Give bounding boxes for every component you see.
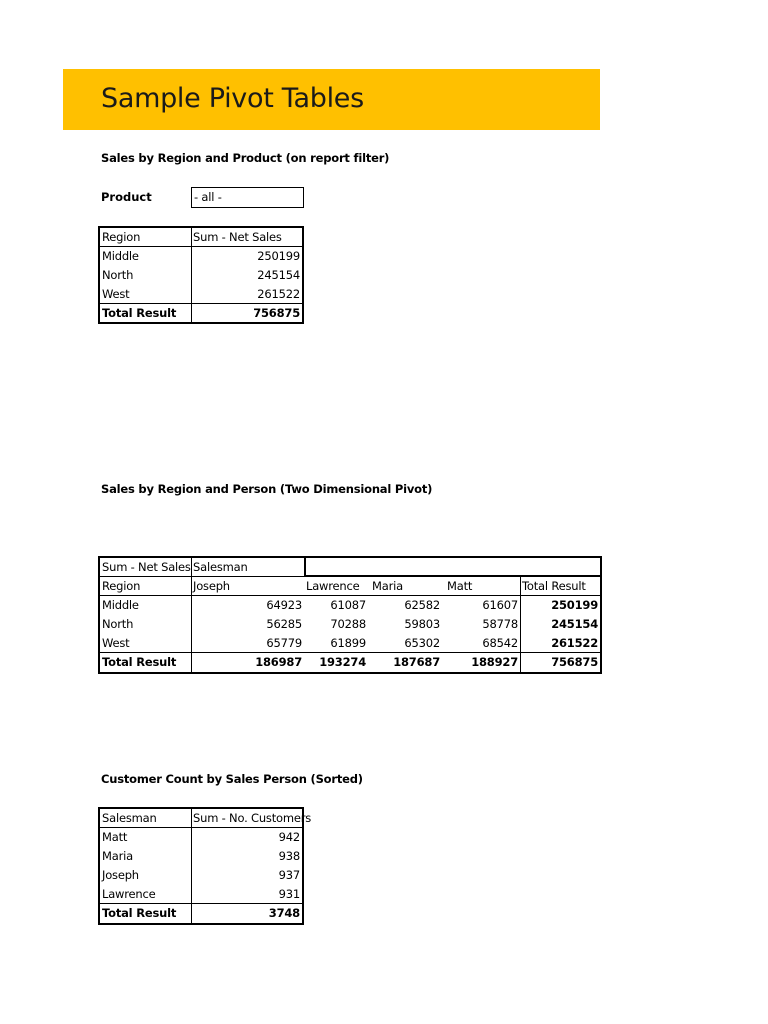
row-label: Matt: [102, 830, 128, 844]
row-value: 64923: [266, 598, 302, 612]
section2-title: Sales by Region and Person (Two Dimensional Pivot): [101, 482, 433, 496]
total-value: 3748: [268, 906, 300, 920]
row-label: Middle: [102, 598, 139, 612]
row-label: Maria: [102, 849, 133, 863]
product-filter-dropdown[interactable]: [191, 187, 304, 208]
row-label: West: [102, 287, 130, 301]
grand-total-value: 756875: [551, 655, 598, 669]
row-value: 70288: [330, 617, 366, 631]
pivot-table-region-product: [98, 226, 304, 324]
row-value: 58778: [482, 617, 518, 631]
row-value: 942: [278, 830, 300, 844]
row-value: 62582: [404, 598, 440, 612]
header-total: Total Result: [522, 579, 586, 593]
row-value: 68542: [482, 636, 518, 650]
row-value: 61087: [330, 598, 366, 612]
row-label: Joseph: [102, 868, 139, 882]
row-value: 65302: [404, 636, 440, 650]
row-value: 250199: [257, 249, 300, 263]
header-person: Matt: [447, 579, 473, 593]
total-value: 187687: [393, 655, 440, 669]
total-value: 188927: [471, 655, 518, 669]
row-value: 61607: [482, 598, 518, 612]
row-value: 59803: [404, 617, 440, 631]
header-salesman: Salesman: [102, 811, 157, 825]
total-value: 193274: [319, 655, 366, 669]
pivot-table-customer-count: [98, 807, 312, 925]
product-filter-value: - all -: [194, 190, 222, 204]
product-filter-label: Product: [101, 190, 152, 204]
row-value: 245154: [257, 268, 300, 282]
pivot-table-region-person: [98, 556, 602, 674]
row-label: West: [102, 636, 130, 650]
header-salesman: Salesman: [193, 560, 248, 574]
header-person: Joseph: [193, 579, 230, 593]
row-total: 245154: [551, 617, 598, 631]
header-sum-net-sales: Sum - Net Sales: [193, 230, 282, 244]
header-region: Region: [102, 230, 141, 244]
header-sum-customers: Sum - No. Customers: [193, 811, 312, 825]
row-label: Middle: [102, 249, 139, 263]
total-label: Total Result: [102, 306, 177, 320]
page-title: Sample Pivot Tables: [101, 83, 364, 114]
row-value: 938: [278, 849, 300, 863]
row-value: 931: [278, 887, 300, 901]
row-value: 61899: [330, 636, 366, 650]
row-total: 261522: [551, 636, 598, 650]
row-total: 250199: [551, 598, 598, 612]
header-person: Lawrence: [306, 579, 360, 593]
title-banner: [63, 69, 600, 130]
row-value: 56285: [266, 617, 302, 631]
header-corner: Sum - Net Sales: [102, 560, 191, 574]
total-label: Total Result: [102, 655, 177, 669]
total-value: 756875: [253, 306, 300, 320]
header-region: Region: [102, 579, 141, 593]
row-value: 261522: [257, 287, 300, 301]
section3-title: Customer Count by Sales Person (Sorted): [101, 772, 363, 786]
total-label: Total Result: [102, 906, 177, 920]
section1-title: Sales by Region and Product (on report filter): [101, 151, 390, 165]
total-value: 186987: [255, 655, 302, 669]
row-label: Lawrence: [102, 887, 156, 901]
row-value: 937: [278, 868, 300, 882]
header-person: Maria: [372, 579, 403, 593]
row-value: 65779: [266, 636, 302, 650]
row-label: North: [102, 268, 134, 282]
row-label: North: [102, 617, 134, 631]
